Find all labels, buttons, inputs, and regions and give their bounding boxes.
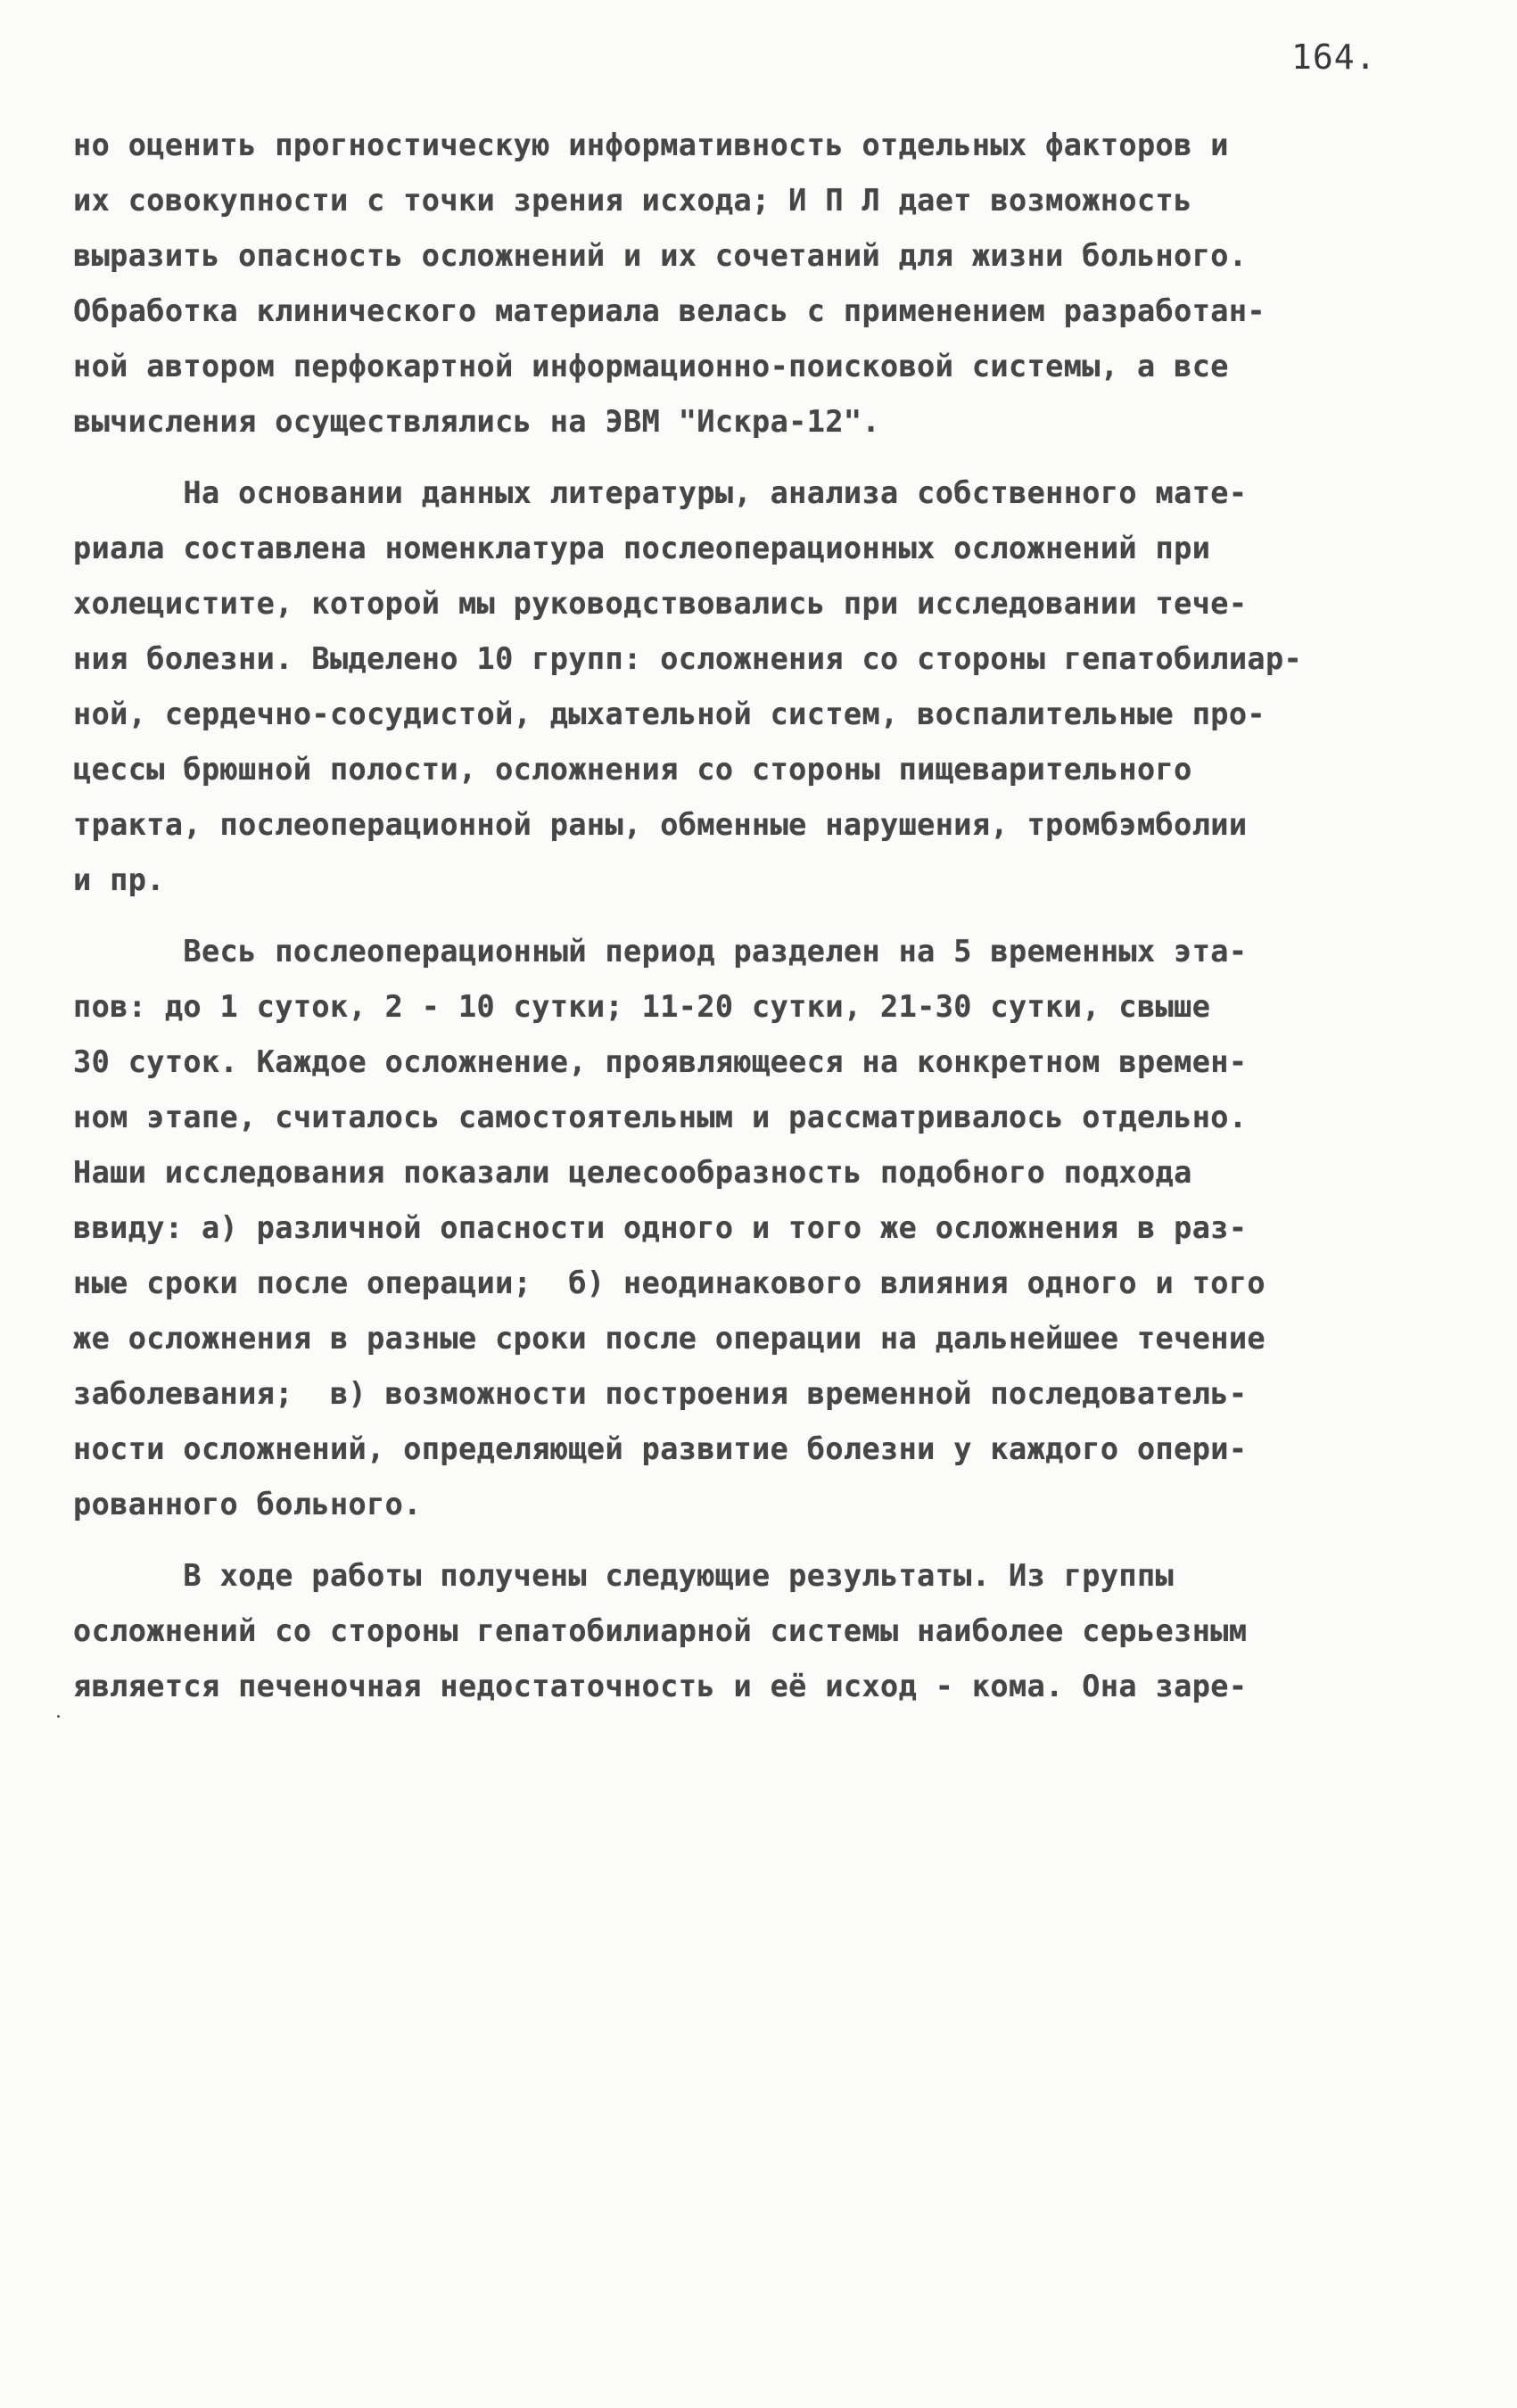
- text-line: является печеночная недостаточность и её исход - кома. Она заре-: [73, 1669, 1248, 1703]
- text-line: Обработка клинического материала велась с применением разработан-: [73, 293, 1266, 328]
- text-line: риала составлена номенклатура послеоперационных осложнений при: [73, 531, 1211, 565]
- body-text: [73, 118, 1447, 1714]
- text-line: пов: до 1 суток, 2 - 10 сутки; 11-20 сутки, 21-30 сутки, свыше: [73, 989, 1211, 1024]
- text-line: ности осложнений, определяющей развитие болезни у каждого опери-: [73, 1431, 1248, 1466]
- text-line: но оценить прогностическую информативность отдельных факторов и: [73, 128, 1229, 162]
- text-line: 30 суток. Каждое осложнение, проявляющееся на конкретном времен-: [73, 1044, 1248, 1079]
- text-line: цессы брюшной полости, осложнения со стороны пищеварительного: [73, 752, 1192, 787]
- paragraph-4: [73, 1548, 1447, 1714]
- text-line: вычисления осуществлялись на ЭВМ "Искра-12".: [73, 404, 881, 439]
- scan-speck: [57, 1715, 60, 1718]
- text-line: же осложнения в разные сроки после операции на дальнейшее течение: [73, 1321, 1266, 1356]
- paragraph-2: [73, 466, 1447, 908]
- text-line: ные сроки после операции; б) неодинакового влияния одного и того: [73, 1266, 1266, 1300]
- text-line: осложнений со стороны гепатобилиарной системы наиболее серьезным: [73, 1613, 1248, 1648]
- text-line: ной, сердечно-сосудистой, дыхательной систем, воспалительные про-: [73, 697, 1266, 731]
- text-line: Наши исследования показали целесообразность подобного подхода: [73, 1155, 1192, 1190]
- text-line: тракта, послеоперационной раны, обменные нарушения, тромбэмболии: [73, 807, 1248, 842]
- paragraph-1: [73, 118, 1447, 449]
- text-line: На основании данных литературы, анализа собственного мате-: [73, 475, 1248, 510]
- text-line: ния болезни. Выделено 10 групп: осложнения со стороны гепатобилиар-: [73, 641, 1303, 676]
- text-line: Весь послеоперационный период разделен на 5 временных эта-: [73, 934, 1248, 969]
- text-line: и пр.: [73, 862, 165, 897]
- text-line: холецистите, которой мы руководствовались при исследовании тече-: [73, 586, 1248, 621]
- page-number: 164.: [1291, 37, 1377, 77]
- paragraph-3: [73, 924, 1447, 1532]
- text-line: ввиду: а) различной опасности одного и того же осложнения в раз-: [73, 1210, 1248, 1245]
- text-line: выразить опасность осложнений и их сочетаний для жизни больного.: [73, 238, 1248, 273]
- text-line: рованного больного.: [73, 1487, 422, 1521]
- text-line: заболевания; в) возможности построения временной последователь-: [73, 1376, 1248, 1411]
- text-line: ной автором перфокартной информационно-поисковой системы, а все: [73, 349, 1229, 383]
- text-line: В ходе работы получены следующие результаты. Из группы: [73, 1558, 1175, 1593]
- text-line: ном этапе, считалось самостоятельным и рассматривалось отдельно.: [73, 1100, 1248, 1134]
- text-line: их совокупности с точки зрения исхода; И П Л дает возможность: [73, 183, 1192, 218]
